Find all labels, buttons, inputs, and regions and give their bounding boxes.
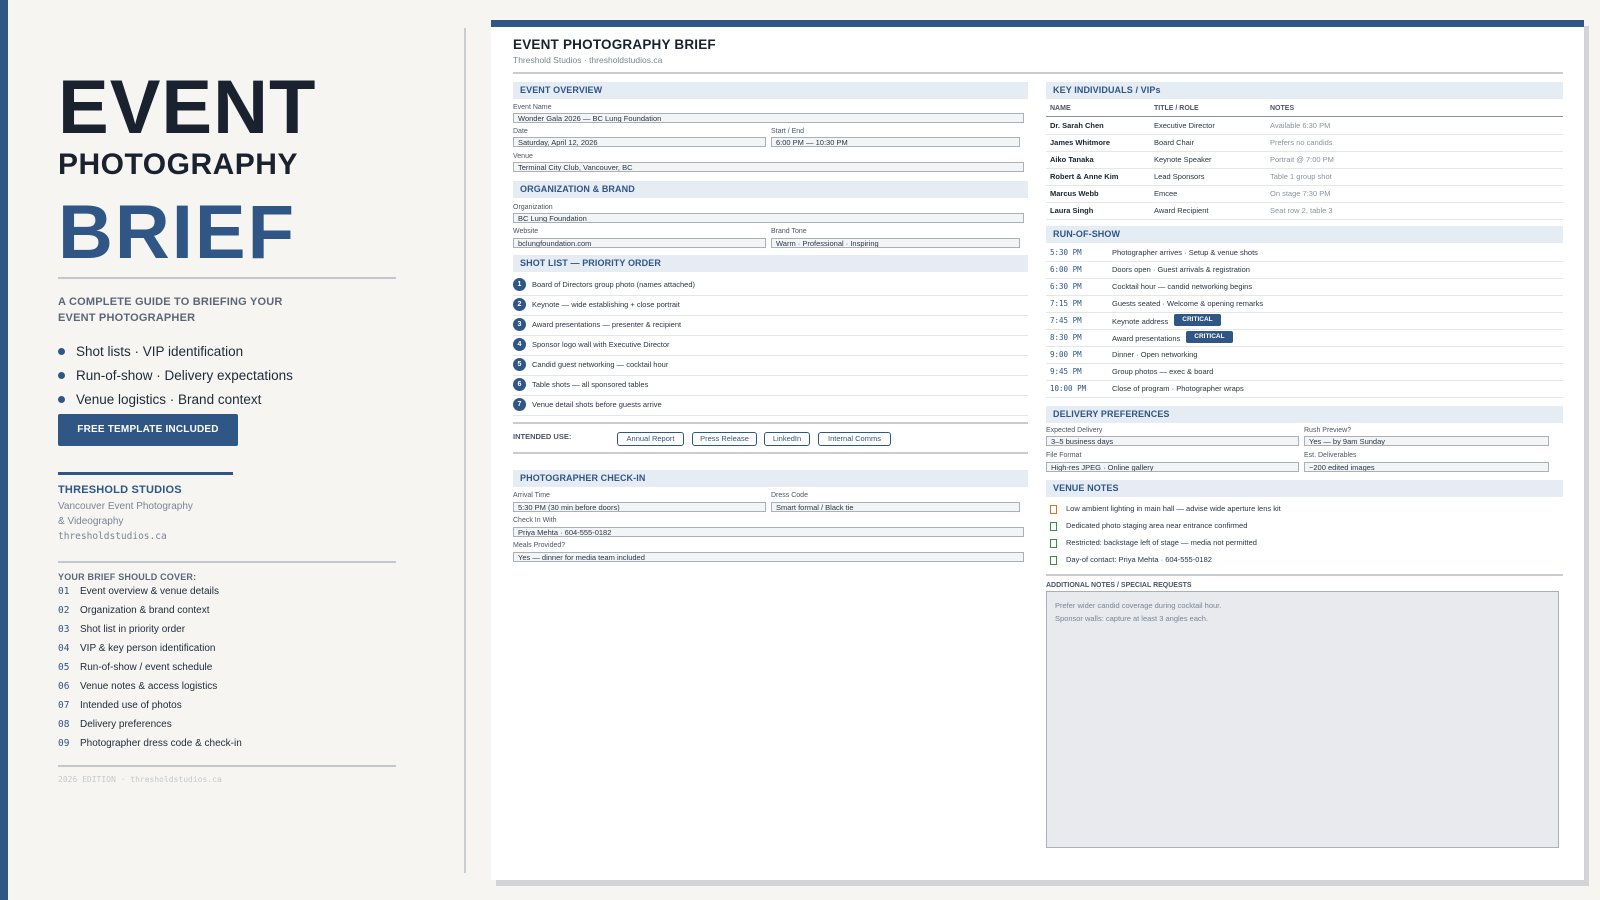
critical-badge: CRITICAL	[1174, 314, 1220, 326]
critical-badge: CRITICAL	[1186, 331, 1232, 343]
intended-use-tag[interactable]: Annual Report	[617, 432, 684, 446]
brand-tone-field[interactable]: Warm · Professional · Inspiring	[771, 238, 1020, 248]
vip-column-notes: NOTES	[1270, 105, 1295, 112]
ros-event-text: Dinner · Open networking	[1112, 350, 1198, 359]
feature-list	[58, 343, 293, 415]
vip-title: Emcee	[1154, 189, 1178, 198]
panel-divider	[464, 28, 466, 873]
ros-event	[1112, 282, 1252, 291]
check-in-label: Check In With	[513, 517, 557, 524]
studio-url[interactable]: thresholdstudios.ca	[58, 531, 167, 542]
cover-item	[58, 719, 242, 738]
intended-use-tag[interactable]: Press Release	[692, 432, 757, 446]
shot-list-item	[513, 316, 1028, 336]
cover-item-num: 03	[58, 624, 70, 635]
ros-time: 10:00 PM	[1050, 384, 1087, 393]
cover-item-text: Run-of-show / event schedule	[80, 662, 213, 673]
vip-row	[1046, 152, 1563, 169]
event-name-field[interactable]: Wonder Gala 2026 — BC Lung Foundation	[513, 113, 1024, 123]
cover-item	[58, 643, 242, 662]
ros-event	[1112, 299, 1263, 308]
run-of-show-row	[1046, 262, 1563, 279]
venue-note-text: Day-of contact: Priya Mehta · 604-555-0182	[1066, 555, 1212, 564]
run-of-show-row	[1046, 313, 1563, 330]
vip-column-name: NAME	[1050, 105, 1071, 112]
expected-delivery-field[interactable]: 3–5 business days	[1046, 436, 1299, 446]
vip-name: Laura Singh	[1050, 206, 1094, 215]
studio-rule	[58, 472, 233, 475]
cover-item-num: 01	[58, 586, 70, 597]
cover-item-text: Delivery preferences	[80, 719, 172, 730]
vip-title: Keynote Speaker	[1154, 155, 1212, 164]
venue-note-text: Low ambient lighting in main hall — advise wide aperture lens kit	[1066, 504, 1281, 513]
ros-time: 7:15 PM	[1050, 299, 1082, 308]
cover-item-text: Organization & brand context	[80, 605, 210, 616]
shot-list-item	[513, 276, 1028, 296]
vip-name: Marcus Webb	[1050, 189, 1099, 198]
cover-title-photography: PHOTOGRAPHY	[58, 148, 298, 181]
vip-name: Aiko Tanaka	[1050, 155, 1094, 164]
checkbox-icon[interactable]	[1050, 522, 1057, 531]
cover-item-text: Shot list in priority order	[80, 624, 186, 635]
feature-item: Run-of-show · Delivery expectations	[58, 367, 293, 391]
run-of-show-row	[1046, 279, 1563, 296]
organization-field[interactable]: BC Lung Foundation	[513, 213, 1024, 223]
dress-code-label: Dress Code	[771, 492, 808, 499]
cover-item	[58, 605, 242, 624]
shot-text: Keynote — wide establishing + close portrait	[532, 300, 680, 309]
priority-number: 1	[513, 278, 526, 291]
shot-text: Award presentations — presenter & recipient	[532, 320, 682, 329]
brief-document	[491, 20, 1584, 880]
cover-heading: YOUR BRIEF SHOULD COVER:	[58, 572, 197, 582]
cover-list	[58, 586, 242, 757]
cover-item	[58, 662, 242, 681]
ros-event	[1112, 350, 1197, 359]
feature-item: Shot lists · VIP identification	[58, 343, 293, 367]
ros-event-text: Photographer arrives · Setup & venue shots	[1112, 248, 1258, 257]
run-of-show-row	[1046, 245, 1563, 262]
divider	[58, 561, 396, 563]
vip-row	[1046, 118, 1563, 135]
ros-event-text: Group photos — exec & board	[1112, 367, 1214, 376]
cover-item	[58, 586, 242, 605]
ros-event	[1112, 384, 1244, 393]
organization-label: Organization	[513, 204, 553, 211]
cover-item-text: Intended use of photos	[80, 700, 182, 711]
feature-item: Venue logistics · Brand context	[58, 391, 293, 415]
section-delivery-preferences: DELIVERY PREFERENCES	[1046, 406, 1563, 423]
vip-note: Prefers no candids	[1270, 138, 1333, 147]
cover-panel	[58, 0, 398, 900]
ros-event	[1112, 367, 1213, 376]
ros-event-text: Doors open · Guest arrivals & registration	[1112, 265, 1250, 274]
cover-item-text: Venue notes & access logistics	[80, 681, 218, 692]
studio-description	[58, 499, 193, 529]
ros-time: 9:00 PM	[1050, 350, 1082, 359]
priority-number: 2	[513, 298, 526, 311]
ros-event-text: Cocktail hour — candid networking begins	[1112, 282, 1253, 291]
ros-time: 9:45 PM	[1050, 367, 1082, 376]
cover-item-num: 06	[58, 681, 70, 692]
arrival-label: Arrival Time	[513, 492, 550, 499]
file-format-label: File Format	[1046, 452, 1082, 459]
vip-title: Executive Director	[1154, 121, 1215, 130]
cover-title-event: EVENT	[58, 65, 317, 150]
cover-item-text: Photographer dress code & check-in	[80, 738, 242, 749]
vip-note: Portrait @ 7:00 PM	[1270, 155, 1334, 164]
intended-use-label: INTENDED USE:	[513, 432, 572, 441]
rush-preview-field[interactable]: Yes — by 9am Sunday	[1304, 436, 1549, 446]
cover-item-num: 07	[58, 700, 70, 711]
divider	[58, 277, 396, 279]
vip-name: Robert & Anne Kim	[1050, 172, 1119, 181]
venue-note-text: Dedicated photo staging area near entrance confirmed	[1066, 521, 1248, 530]
studio-name: THRESHOLD STUDIOS	[58, 484, 182, 496]
free-template-button[interactable]: FREE TEMPLATE INCLUDED	[58, 414, 238, 446]
cover-item-num: 08	[58, 719, 70, 730]
ros-event-text: Award presentations	[1112, 333, 1181, 343]
vip-note: On stage 7:30 PM	[1270, 189, 1331, 198]
ros-time: 8:30 PM	[1050, 333, 1082, 342]
vip-row	[1046, 203, 1563, 220]
document-title: EVENT PHOTOGRAPHY BRIEF	[513, 37, 716, 52]
dress-code-field[interactable]: Smart formal / Black tie	[771, 502, 1020, 512]
vip-name: Dr. Sarah Chen	[1050, 121, 1104, 130]
website-field[interactable]: bclungfoundation.com	[513, 238, 766, 248]
ros-event	[1112, 333, 1233, 345]
shot-text: Candid guest networking — cocktail hour	[532, 360, 669, 369]
venue-field[interactable]: Terminal City Club, Vancouver, BC	[513, 162, 1024, 172]
shot-text: Board of Directors group photo (names attached)	[532, 280, 696, 289]
shot-list-item	[513, 356, 1028, 376]
venue-note-text: Restricted: backstage left of stage — media not permitted	[1066, 538, 1257, 547]
time-label: Start / End	[771, 128, 805, 135]
event-name-label: Event Name	[513, 104, 552, 111]
studio-desc-line: Vancouver Event Photography	[58, 501, 193, 512]
deliverables-field[interactable]: ~200 edited images	[1304, 462, 1549, 472]
cover-item-text: VIP & key person identification	[80, 643, 216, 654]
website-label: Website	[513, 228, 539, 235]
date-label: Date	[513, 128, 528, 135]
priority-number: 3	[513, 318, 526, 331]
accent-bar	[0, 0, 8, 900]
vip-row	[1046, 186, 1563, 203]
date-field[interactable]: Saturday, April 12, 2026	[513, 137, 766, 147]
vip-title: Lead Sponsors	[1154, 172, 1205, 181]
shot-list-item	[513, 376, 1028, 396]
cover-item-num: 09	[58, 738, 70, 749]
shot-list-item	[513, 396, 1028, 416]
cover-subtitle: A COMPLETE GUIDE TO BRIEFING YOUR EVENT PHOTOGRAPHER	[58, 296, 283, 324]
vip-note: Available 6:30 PM	[1270, 121, 1331, 130]
ros-time: 6:30 PM	[1050, 282, 1082, 291]
notes-line: Prefer wider candid coverage during cocktail hour.	[1055, 601, 1222, 610]
vip-name: James Whitmore	[1050, 138, 1111, 147]
vip-title: Award Recipient	[1154, 206, 1209, 215]
cover-item-num: 02	[58, 605, 70, 616]
check-in-field[interactable]: Priya Mehta · 604-555-0182	[513, 527, 1024, 537]
meals-field[interactable]: Yes — dinner for media team included	[513, 552, 1024, 562]
time-field[interactable]: 6:00 PM — 10:30 PM	[771, 137, 1020, 147]
divider	[513, 72, 1563, 74]
vip-row	[1046, 169, 1563, 186]
section-venue-notes: VENUE NOTES	[1046, 480, 1563, 497]
intended-use-tag[interactable]: LinkedIn	[764, 432, 810, 446]
ros-event-text: Guests seated · Welcome & opening remarks	[1112, 299, 1264, 308]
brand-tone-label: Brand Tone	[771, 228, 807, 235]
divider	[1046, 116, 1563, 117]
vip-column-title: TITLE / ROLE	[1154, 105, 1199, 112]
arrival-field[interactable]: 5:30 PM (30 min before doors)	[513, 502, 766, 512]
cover-item-num: 04	[58, 643, 70, 654]
run-of-show-row	[1046, 381, 1563, 398]
run-of-show-row	[1046, 296, 1563, 313]
section-event-overview: EVENT OVERVIEW	[513, 82, 1028, 99]
edition-footer: 2026 EDITION · thresholdstudios.ca	[58, 775, 222, 784]
ros-time: 5:30 PM	[1050, 248, 1082, 257]
section-photographer-check-in: PHOTOGRAPHER CHECK-IN	[513, 470, 1028, 487]
ros-time: 6:00 PM	[1050, 265, 1082, 274]
meals-label: Meals Provided?	[513, 542, 566, 549]
shot-text: Table shots — all sponsored tables	[532, 380, 649, 389]
intended-use-tag[interactable]: Internal Comms	[818, 432, 891, 446]
vip-note: Table 1 group shot	[1270, 172, 1332, 181]
divider	[58, 765, 396, 767]
cover-item-text: Event overview & venue details	[80, 586, 219, 597]
cover-title-brief: BRIEF	[58, 190, 296, 275]
priority-number: 6	[513, 378, 526, 391]
ros-event-text: Keynote address	[1112, 316, 1169, 326]
cover-item	[58, 624, 242, 643]
divider	[513, 422, 1028, 424]
section-organization: ORGANIZATION & BRAND	[513, 181, 1028, 198]
checkbox-icon[interactable]	[1050, 539, 1057, 548]
divider	[1046, 574, 1563, 576]
cover-item-num: 05	[58, 662, 70, 673]
priority-number: 7	[513, 398, 526, 411]
shot-text: Venue detail shots before guests arrive	[532, 400, 662, 409]
checkbox-icon[interactable]	[1050, 556, 1057, 565]
run-of-show-row	[1046, 330, 1563, 347]
priority-number: 4	[513, 338, 526, 351]
vip-title: Board Chair	[1154, 138, 1195, 147]
cover-item	[58, 738, 242, 757]
ros-event	[1112, 248, 1258, 257]
deliverables-label: Est. Deliverables	[1304, 452, 1357, 459]
additional-notes-label: ADDITIONAL NOTES / SPECIAL REQUESTS	[1046, 582, 1192, 589]
cover-item	[58, 681, 242, 700]
section-run-of-show: RUN-OF-SHOW	[1046, 226, 1563, 243]
cover-item	[58, 700, 242, 719]
warning-checkbox-icon[interactable]	[1050, 505, 1057, 514]
vip-note: Seat row 2, table 3	[1270, 206, 1333, 215]
ros-event	[1112, 316, 1221, 328]
section-shot-list: SHOT LIST — PRIORITY ORDER	[513, 255, 1028, 272]
rush-preview-label: Rush Preview?	[1304, 427, 1352, 434]
shot-list-item	[513, 296, 1028, 316]
shot-list-item	[513, 336, 1028, 356]
section-key-individuals: KEY INDIVIDUALS / VIPs	[1046, 82, 1563, 99]
additional-notes-textarea[interactable]	[1046, 591, 1559, 848]
studio-desc-line: & Videography	[58, 516, 124, 527]
ros-event-text: Close of program · Photographer wraps	[1112, 384, 1244, 393]
expected-delivery-label: Expected Delivery	[1046, 427, 1103, 434]
run-of-show-row	[1046, 347, 1563, 364]
venue-label: Venue	[513, 153, 533, 160]
run-of-show-row	[1046, 364, 1563, 381]
ros-time: 7:45 PM	[1050, 316, 1082, 325]
ros-event	[1112, 265, 1250, 274]
shot-text: Sponsor logo wall with Executive Director	[532, 340, 670, 349]
notes-line: Sponsor walls: capture at least 3 angles each.	[1055, 614, 1209, 623]
document-subtitle: Threshold Studios · thresholdstudios.ca	[513, 55, 663, 65]
vip-row	[1046, 135, 1563, 152]
priority-number: 5	[513, 358, 526, 371]
divider	[513, 452, 1028, 454]
file-format-field[interactable]: High-res JPEG · Online gallery	[1046, 462, 1299, 472]
